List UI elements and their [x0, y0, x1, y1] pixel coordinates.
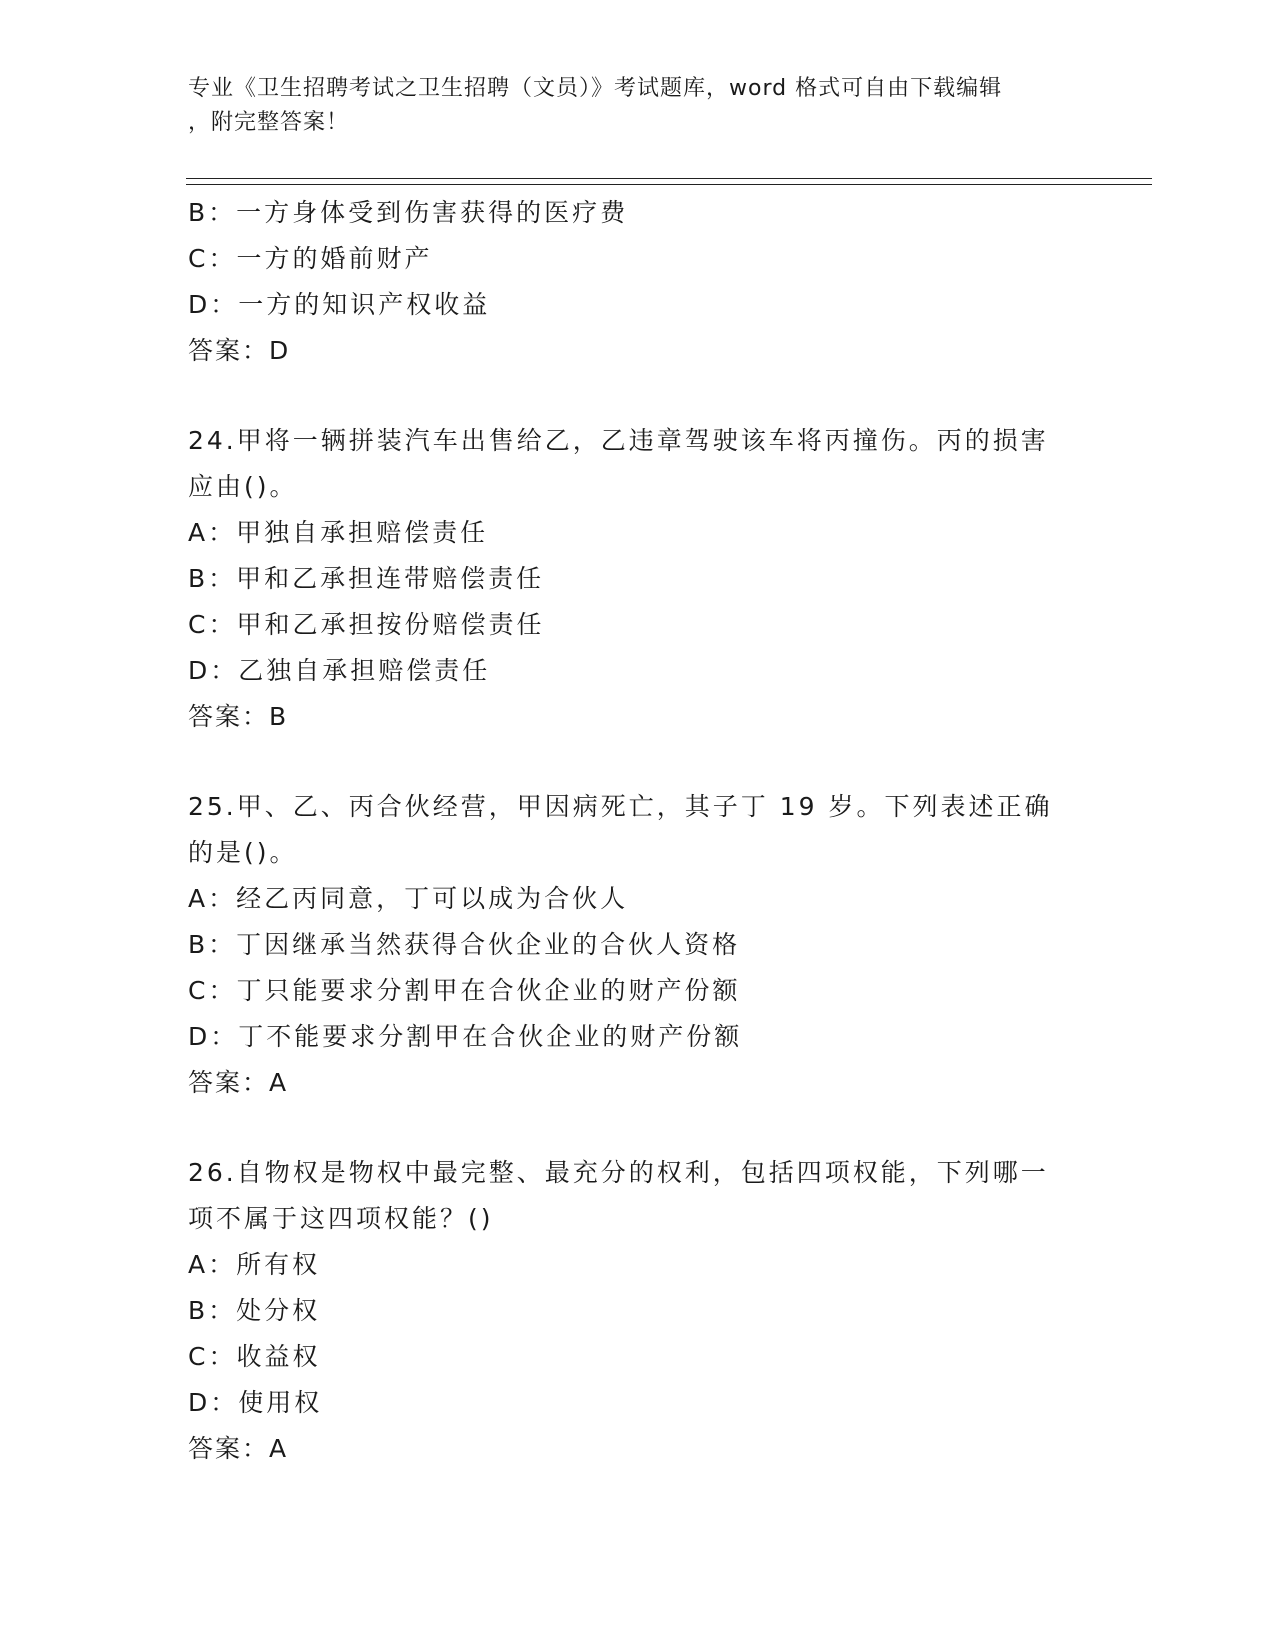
header-title-line-1: 专业《卫生招聘考试之卫生招聘（文员）》考试题库，word 格式可自由下载编辑: [188, 76, 1003, 101]
answer-line: 答案：B: [188, 702, 289, 731]
option-a: A：所有权: [188, 1250, 321, 1279]
document-header: [188, 72, 1088, 140]
option-b: B：丁因继承当然获得合伙企业的合伙人资格: [188, 930, 741, 959]
header-title-line-2: ，附完整答案！: [188, 110, 350, 135]
answer-line: 答案：A: [188, 1068, 289, 1097]
question-stem-line: 24.甲将一辆拼装汽车出售给乙，乙违章驾驶该车将丙撞伤。丙的损害: [188, 426, 1049, 455]
answer-line: 答案：D: [188, 336, 291, 365]
question-stem-line: 项不属于这四项权能？(): [188, 1204, 494, 1233]
option-c: C：收益权: [188, 1342, 321, 1371]
question-stem-line: 26.自物权是物权中最完整、最充分的权利，包括四项权能，下列哪一: [188, 1158, 1049, 1187]
question-25: [188, 784, 1088, 1106]
header-divider-bottom: [186, 184, 1152, 185]
header-divider-top: [186, 178, 1152, 179]
option-b: B：一方身体受到伤害获得的医疗费: [188, 198, 629, 227]
question-list: [188, 190, 1088, 1472]
question-stem-line: 的是()。: [188, 838, 298, 867]
option-d: D：丁不能要求分割甲在合伙企业的财产份额: [188, 1022, 743, 1051]
option-c: C：丁只能要求分割甲在合伙企业的财产份额: [188, 976, 741, 1005]
question-26: [188, 1150, 1088, 1472]
answer-line: 答案：A: [188, 1434, 289, 1463]
option-a: A：甲独自承担赔偿责任: [188, 518, 489, 547]
question-stem-line: 25.甲、乙、丙合伙经营，甲因病死亡，其子丁 19 岁。下列表述正确: [188, 792, 1053, 821]
option-d: D：一方的知识产权收益: [188, 290, 491, 319]
option-d: D：乙独自承担赔偿责任: [188, 656, 491, 685]
option-c: C：甲和乙承担按份赔偿责任: [188, 610, 545, 639]
option-b: B：甲和乙承担连带赔偿责任: [188, 564, 545, 593]
option-d: D：使用权: [188, 1388, 323, 1417]
question-24: [188, 418, 1088, 740]
option-c: C：一方的婚前财产: [188, 244, 433, 273]
option-a: A：经乙丙同意，丁可以成为合伙人: [188, 884, 629, 913]
option-b: B：处分权: [188, 1296, 321, 1325]
question-stem-line: 应由()。: [188, 472, 298, 501]
previous-question-continuation: [188, 190, 1088, 374]
